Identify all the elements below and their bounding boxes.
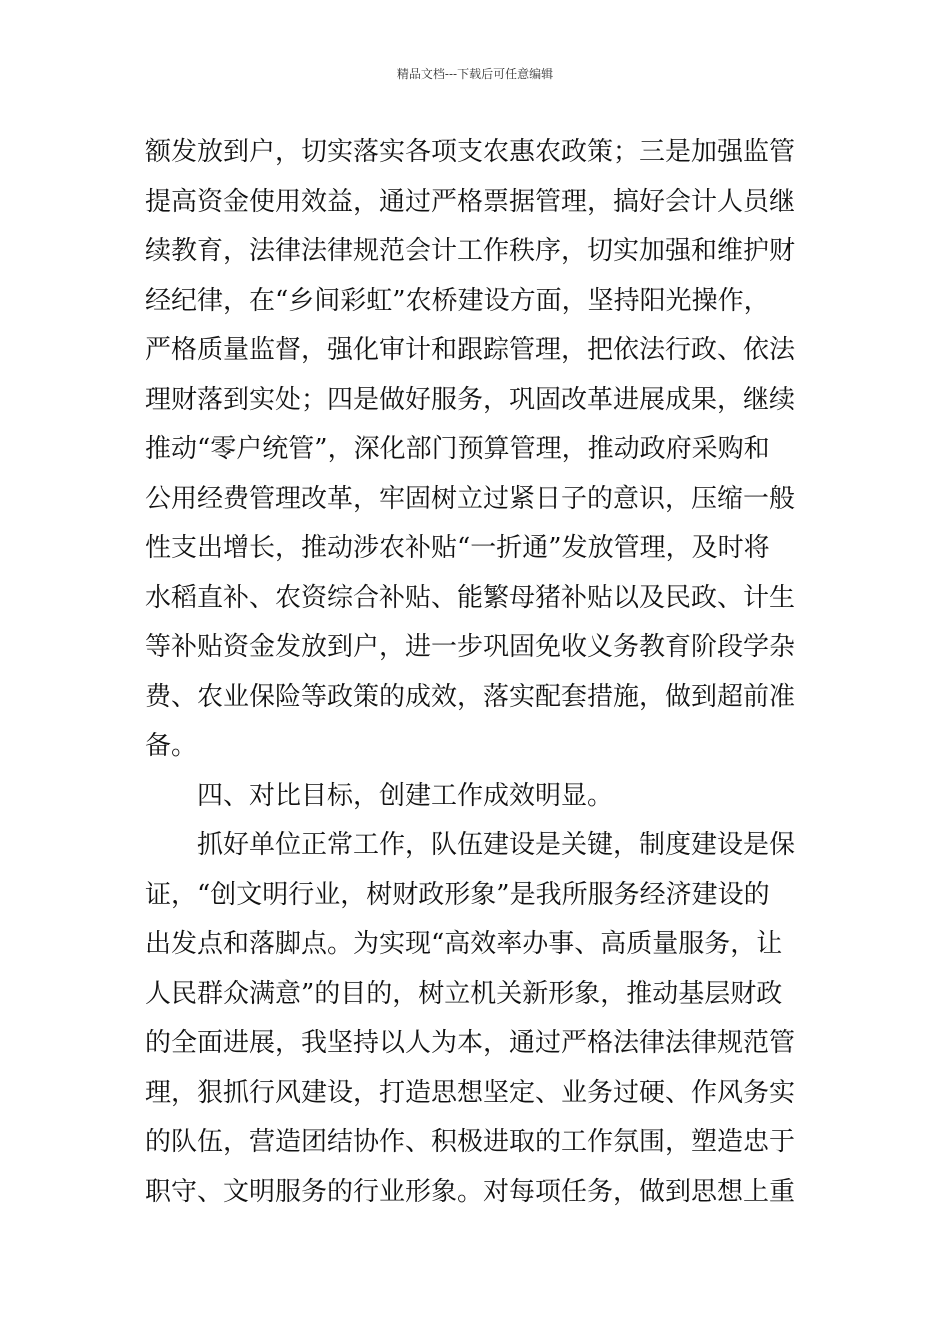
text-line: 严格质量监督，强化审计和跟踪管理，把依法行政、依法 — [145, 335, 796, 365]
text-line: 抓好单位正常工作，队伍建设是关键，制度建设是保 — [145, 830, 796, 860]
text-line: 费、农业保险等政策的成效，落实配套措施，做到超前准 — [145, 681, 796, 712]
text-line: 公用经费管理改革，牢固树立过紧日子的意识，压缩一般 — [145, 483, 796, 514]
text-line: 的队伍，营造团结协作、积极进取的工作氛围，塑造忠于 — [145, 1127, 796, 1157]
text-line: 推动“零户统管”，深化部门预算管理，推动政府采购和 — [145, 434, 770, 464]
text-line: 理财落到实处；四是做好服务，巩固改革进展成果，继续 — [145, 384, 796, 415]
text-line: 的全面进展，我坚持以人为本，通过严格法律法律规范管 — [145, 1028, 796, 1058]
section-heading: 四、对比目标，创建工作成效明显。 — [145, 780, 614, 811]
text-line: 提高资金使用效益，通过严格票据管理，搞好会计人员继 — [145, 186, 796, 217]
text-line: 经纪律，在“乡间彩虹”农桥建设方面，坚持阳光操作， — [145, 285, 770, 316]
text-line: 性支出增长，推动涉农补贴“一折通”发放管理，及时将 — [145, 533, 770, 563]
text-line: 证，“创文明行业，树财政形象”是我所服务经济建设的 — [145, 879, 770, 910]
text-line: 职守、文明服务的行业形象。对每项任务，做到思想上重 — [145, 1176, 796, 1207]
page-header: 精品文档---下载后可任意编辑 — [396, 67, 554, 81]
text-line: 额发放到户，切实落实各项支农惠农政策；三是加强监管 — [145, 137, 796, 167]
document-body — [145, 128, 808, 1217]
text-line: 出发点和落脚点。为实现“高效率办事、高质量服务，让 — [145, 929, 783, 959]
text-line: 理，狠抓行风建设，打造思想坚定、业务过硬、作风务实 — [145, 1077, 796, 1108]
text-line: 水稻直补、农资综合补贴、能繁母猪补贴以及民政、计生 — [145, 582, 796, 613]
text-line: 人民群众满意”的目的，树立机关新形象，推动基层财政 — [145, 978, 783, 1009]
text-line: 备。 — [145, 731, 198, 761]
text-line: 续教育，法律法律规范会计工作秩序，切实加强和维护财 — [145, 236, 796, 266]
text-line: 等补贴资金发放到户，进一步巩固免收义务教育阶段学杂 — [145, 632, 796, 662]
